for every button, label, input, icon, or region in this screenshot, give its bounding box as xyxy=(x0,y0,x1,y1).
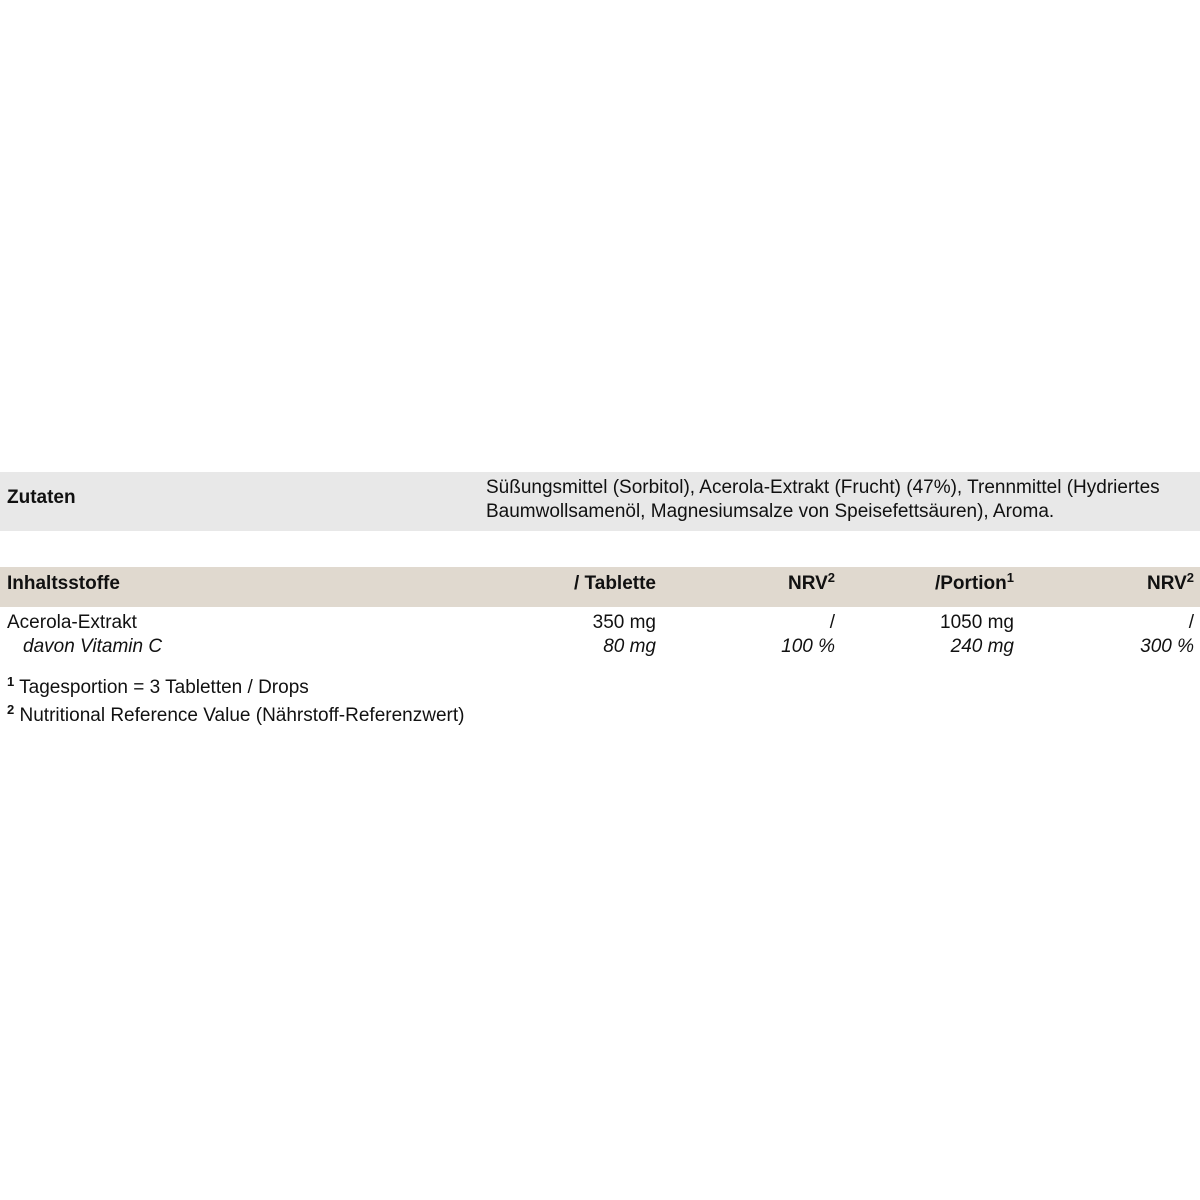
header-per-portion xyxy=(935,572,1014,596)
footnote-text: Tagesportion = 3 Tabletten / Drops xyxy=(19,677,309,698)
row-name: Acerola-Extrakt xyxy=(7,612,137,633)
ingredients-text: Süßungsmittel (Sorbitol), Acerola-Extrakt (Frucht) (47%), Trennmittel (Hydriertes Baumwollsamenöl, Magnesiumsalze von Speisefettsäuren), Aroma. xyxy=(486,477,1160,522)
header-ingredients: Inhaltsstoffe xyxy=(7,573,120,594)
footnote-mark: 2 xyxy=(7,702,15,717)
footnote-mark: 1 xyxy=(7,674,15,689)
row-per-tablet: 350 mg xyxy=(592,612,656,633)
table-row xyxy=(0,611,1200,635)
nutrition-table-header xyxy=(0,567,1200,607)
table-row xyxy=(0,635,1200,659)
row-nrv-portion: / xyxy=(1188,612,1194,633)
row-per-portion: 240 mg xyxy=(950,636,1014,657)
footnote-text: Nutritional Reference Value (Nährstoff-Referenzwert) xyxy=(19,705,465,726)
row-nrv-portion: 300 % xyxy=(1140,636,1194,657)
ingredients-section xyxy=(0,472,1200,531)
header-per-portion-label: /Portion xyxy=(934,573,1007,594)
ingredients-label: Zutaten xyxy=(7,487,76,508)
header-nrv-portion-label: NRV xyxy=(1146,573,1187,594)
header-nrv-portion-footnote-mark: 2 xyxy=(1186,570,1194,585)
header-nrv-tablet-footnote-mark: 2 xyxy=(827,570,835,585)
nutrition-table xyxy=(0,567,1200,659)
row-per-tablet: 80 mg xyxy=(603,636,656,657)
row-name: davon Vitamin C xyxy=(23,636,163,657)
row-per-portion: 1050 mg xyxy=(940,612,1014,633)
header-nrv-tablet xyxy=(788,572,835,596)
footnote-1 xyxy=(7,674,464,702)
row-nrv-tablet: / xyxy=(829,612,835,633)
header-per-tablet: / Tablette xyxy=(574,573,656,594)
header-nrv-portion xyxy=(1147,572,1194,596)
header-nrv-tablet-label: NRV xyxy=(787,573,828,594)
footnotes xyxy=(7,674,464,730)
row-nrv-tablet: 100 % xyxy=(781,636,835,657)
header-per-portion-footnote-mark: 1 xyxy=(1006,570,1014,585)
footnote-2 xyxy=(7,702,464,730)
